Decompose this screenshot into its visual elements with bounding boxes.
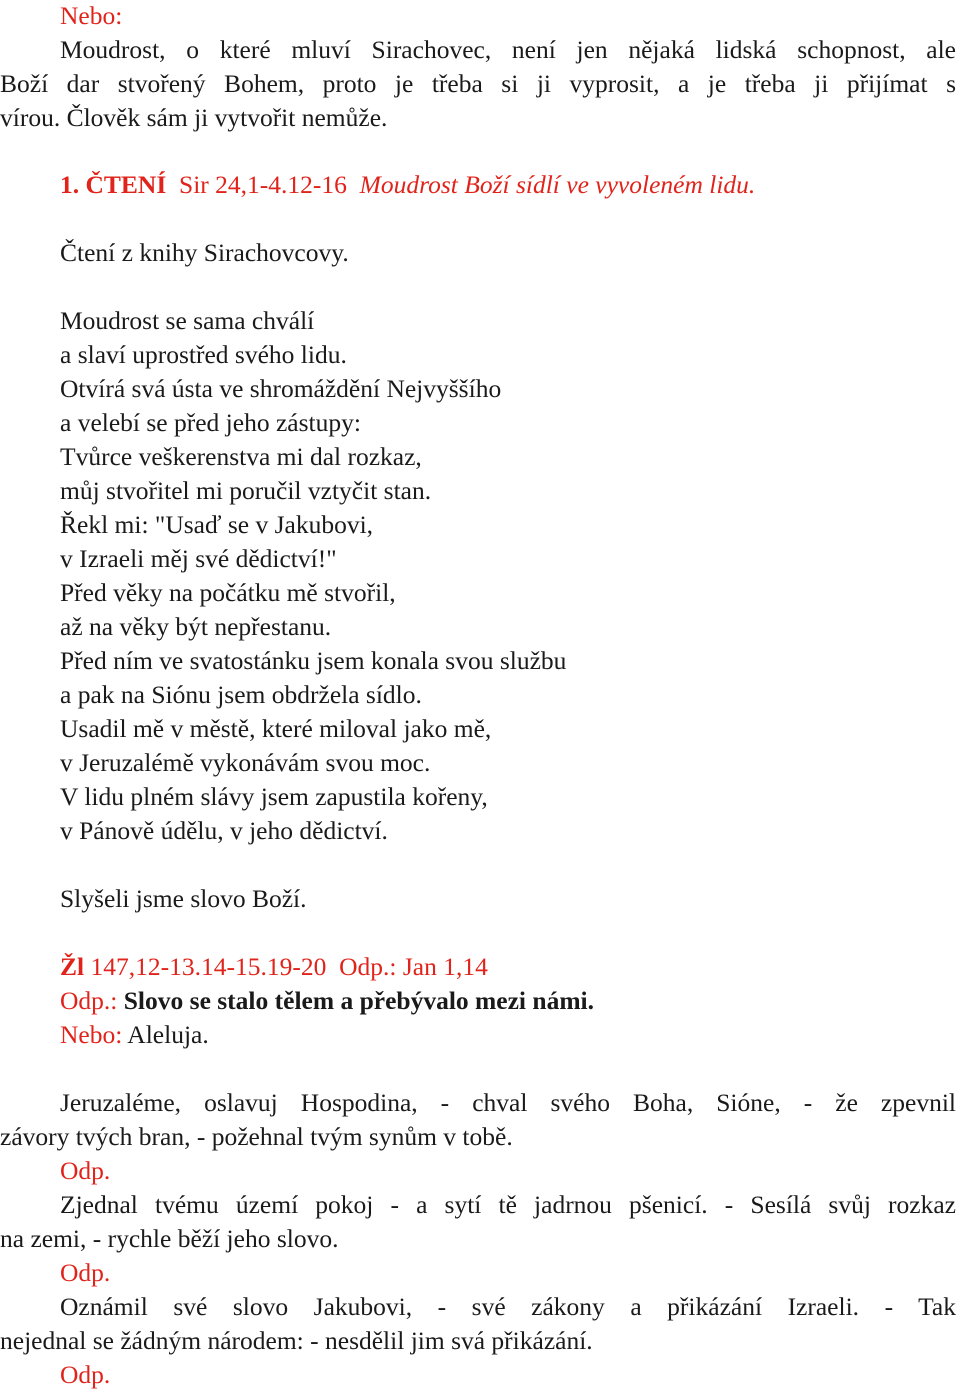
psalm-response-text: Slovo se stalo tělem a přebývalo mezi námi. xyxy=(123,986,595,1015)
verse-line: v Izraeli měj své dědictví!" xyxy=(60,544,337,573)
intro-nebo-label: Nebo: xyxy=(60,1,123,30)
psalm-response-label: Odp.: xyxy=(60,986,118,1015)
reading-source: Čtení z knihy Sirachovcovy. xyxy=(60,238,349,267)
psalm-nebo-label: Nebo: xyxy=(60,1020,123,1049)
psalm-reference: 147,12-13.14-15.19-20 xyxy=(90,952,327,981)
psalm-odp-label: Odp.: xyxy=(339,952,397,981)
stanza-1-line-2: závory tvých bran, - požehnal tvým synům v tobě. xyxy=(0,1122,513,1151)
stanza-3-line-1: Oznámil své slovo Jakubovi, - své zákony a přikázání Izraeli. - Tak xyxy=(60,1292,956,1321)
psalm-alternative-text: Aleluja. xyxy=(127,1020,209,1049)
stanza-3-line-2: nejednal se žádným národem: - nesdělil jim svá přikázání. xyxy=(0,1326,593,1355)
intro-line-1: Moudrost, o které mluví Sirachovec, není jen nějaká lidská schopnost, ale xyxy=(60,35,956,64)
reading-heading xyxy=(60,168,755,202)
verse-line: Před věky na počátku mě stvořil, xyxy=(60,578,396,607)
verse-line: a velebí se před jeho zástupy: xyxy=(60,408,361,437)
stanza-2-odp: Odp. xyxy=(60,1258,111,1287)
verse-line: v Jeruzalémě vykonávám svou moc. xyxy=(60,748,431,777)
verse-line: v Pánově údělu, v jeho dědictví. xyxy=(60,816,388,845)
verse-line: až na věky být nepřestanu. xyxy=(60,612,332,641)
psalm-response xyxy=(60,984,594,1018)
stanza-2-line-2: na zemi, - rychle běží jeho slovo. xyxy=(0,1224,339,1253)
stanza-3-odp: Odp. xyxy=(60,1360,111,1389)
stanza-1-odp: Odp. xyxy=(60,1156,111,1185)
verse-line: Moudrost se sama chválí xyxy=(60,306,315,335)
psalm-abbr: Žl xyxy=(60,952,85,981)
verse-line: a slaví uprostřed svého lidu. xyxy=(60,340,347,369)
psalm-odp-reference: Jan 1,14 xyxy=(402,952,488,981)
verse-line: Otvírá svá ústa ve shromáždění Nejvyššího xyxy=(60,374,502,403)
reading-closing: Slyšeli jsme slovo Boží. xyxy=(60,884,307,913)
reading-reference: Sir 24,1-4.12-16 xyxy=(179,170,347,199)
stanza-2-line-1: Zjednal tvému území pokoj - a sytí tě jadrnou pšenicí. - Sesílá svůj rozkaz xyxy=(60,1190,956,1219)
verse-line: můj stvořitel mi poručil vztyčit stan. xyxy=(60,476,432,505)
verse-line: Řekl mi: "Usaď se v Jakubovi, xyxy=(60,510,374,539)
reading-title: Moudrost Boží sídlí ve vyvoleném lidu. xyxy=(359,170,756,199)
stanza-1-line-1: Jeruzaléme, oslavuj Hospodina, - chval svého Boha, Sióne, - že zpevnil xyxy=(60,1088,956,1117)
verse-line: Usadil mě v městě, které miloval jako mě, xyxy=(60,714,492,743)
psalm-alternative xyxy=(60,1018,209,1052)
reading-number: 1. ČTENÍ xyxy=(60,170,167,199)
intro-line-2: Boží dar stvořený Bohem, proto je třeba si ji vyprosit, a je třeba ji přijímat s xyxy=(0,69,956,98)
psalm-heading xyxy=(60,950,488,984)
verse-line: V lidu plném slávy jsem zapustila kořeny, xyxy=(60,782,488,811)
verse-line: a pak na Siónu jsem obdržela sídlo. xyxy=(60,680,422,709)
verse-line: Před ním ve svatostánku jsem konala svou službu xyxy=(60,646,567,675)
verse-line: Tvůrce veškerenstva mi dal rozkaz, xyxy=(60,442,422,471)
intro-line-3: vírou. Člověk sám ji vytvořit nemůže. xyxy=(0,103,388,132)
